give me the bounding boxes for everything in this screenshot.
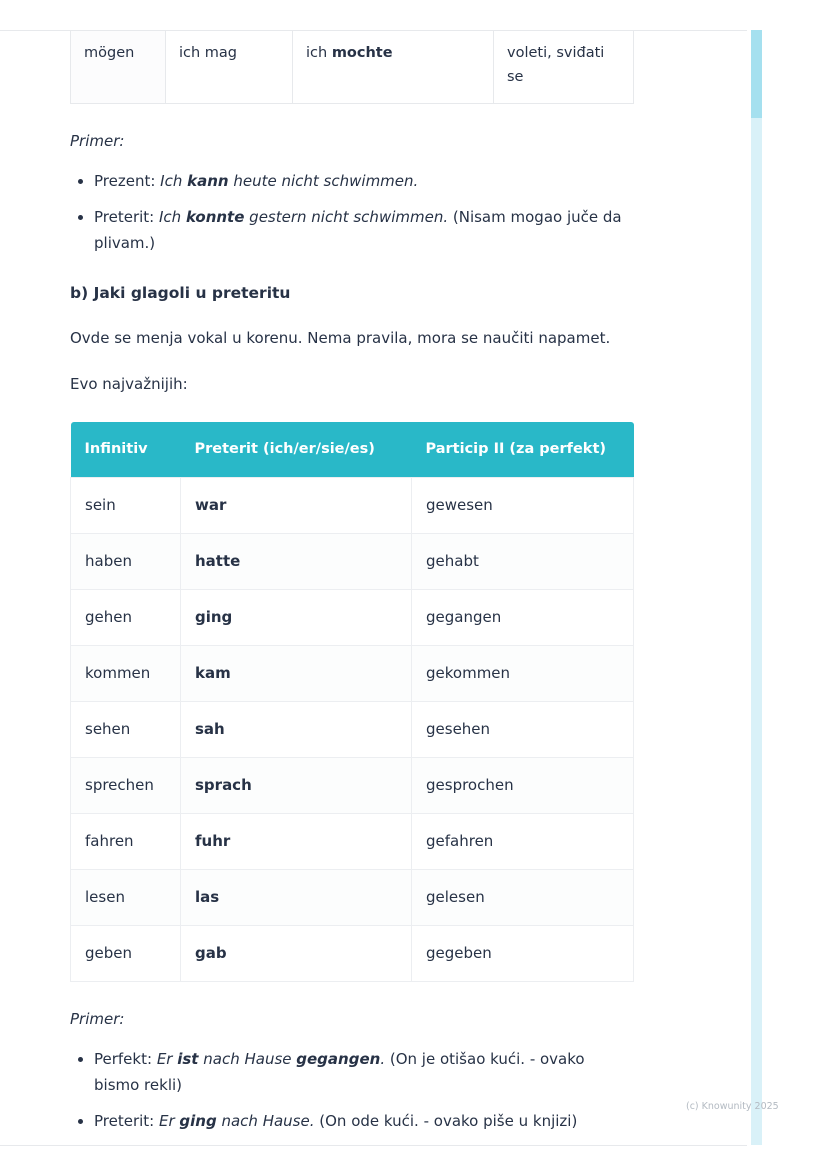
table-cell: gekommen (412, 646, 634, 702)
table-cell: gehen (71, 590, 181, 646)
table-row (71, 478, 634, 534)
text-segment: gegangen (296, 1050, 381, 1068)
text-segment: mochte (331, 45, 393, 61)
table-cell: gefahren (412, 814, 634, 870)
list-item (94, 204, 633, 256)
text-segment: ich mag (179, 45, 238, 61)
table-row (71, 702, 634, 758)
table-row (71, 590, 634, 646)
table-cell: gesehen (412, 702, 634, 758)
text-segment: ich (306, 45, 332, 61)
table-cell: sehen (71, 702, 181, 758)
table-row (71, 534, 634, 590)
text-segment: konnte (185, 208, 245, 226)
table-cell: geben (71, 926, 181, 982)
text-segment: Er (159, 1112, 180, 1130)
scrollbar-thumb[interactable] (751, 30, 762, 118)
text-segment: nach Hause. (216, 1112, 315, 1130)
table-row (71, 646, 634, 702)
table-cell: fahren (71, 814, 181, 870)
text-segment: voleti, sviđati se (507, 45, 605, 85)
paragraph: Evo najvažnijih: (70, 375, 188, 393)
text-segment: nach Hause (198, 1050, 297, 1068)
table-cell: gegangen (412, 590, 634, 646)
text-segment: ist (177, 1050, 199, 1068)
text-segment: (Nisam mogao juče da plivam.) (94, 208, 622, 252)
text-segment: Ich (160, 172, 188, 190)
table-cell: gelesen (412, 870, 634, 926)
table-cell: gegeben (412, 926, 634, 982)
primer-label: Primer: (70, 1010, 125, 1028)
table-row (71, 814, 634, 870)
text-segment: (On ode kući. - ovako piše u knjizi) (314, 1112, 578, 1130)
table-cell (166, 31, 293, 104)
scrollbar-track[interactable] (751, 30, 762, 1145)
text-segment: Preterit: (94, 208, 159, 226)
list-item (94, 1108, 633, 1134)
text-segment: Perfekt: (94, 1050, 157, 1068)
table-row (71, 758, 634, 814)
table-row (71, 926, 634, 982)
list-item (94, 168, 633, 194)
modal-verbs-table-fragment (70, 31, 634, 104)
paragraph: Ovde se menja vokal u korenu. Nema pravila, mora se naučiti napamet. (70, 329, 611, 347)
example-list (70, 168, 633, 256)
list-item (94, 1046, 633, 1098)
text-segment: (On je otišao kući. - ovako bismo rekli) (94, 1050, 585, 1094)
table-row (71, 870, 634, 926)
text-segment: mögen (84, 45, 135, 61)
table-cell: war (181, 478, 412, 534)
column-header-infinitiv: Infinitiv (71, 422, 181, 478)
table-cell (293, 31, 494, 104)
section-heading: b) Jaki glagoli u preteritu (70, 284, 291, 302)
table-cell: gesprochen (412, 758, 634, 814)
table-cell: fuhr (181, 814, 412, 870)
verb-table-body (71, 478, 634, 982)
page-bottom-border (0, 1145, 747, 1146)
text-segment: Preterit: (94, 1112, 159, 1130)
table-cell: gewesen (412, 478, 634, 534)
table-cell: hatte (181, 534, 412, 590)
text-segment: kann (187, 172, 229, 190)
column-header-preterit: Preterit (ich/er/sie/es) (181, 422, 412, 478)
text-segment: Er (156, 1050, 178, 1068)
primer-label: Primer: (70, 132, 125, 150)
table-header (71, 422, 634, 478)
text-segment: heute nicht schwimmen. (228, 172, 419, 190)
table-cell: kam (181, 646, 412, 702)
table-cell: sah (181, 702, 412, 758)
table-header-row (71, 422, 634, 478)
table-row (71, 31, 634, 104)
text-segment: Ich (159, 208, 186, 226)
table-cell (494, 31, 634, 104)
column-header-particip: Particip II (za perfekt) (412, 422, 634, 478)
text-segment: ging (179, 1112, 217, 1130)
table-cell: lesen (71, 870, 181, 926)
text-segment: . (380, 1050, 386, 1068)
page-content (70, 31, 633, 1144)
table-cell: gehabt (412, 534, 634, 590)
table-cell: las (181, 870, 412, 926)
table-cell: sein (71, 478, 181, 534)
table-cell: gab (181, 926, 412, 982)
text-segment: gestern nicht schwimmen. (244, 208, 449, 226)
table-cell: sprach (181, 758, 412, 814)
example-list (70, 1046, 633, 1134)
table-cell: ging (181, 590, 412, 646)
table-cell: haben (71, 534, 181, 590)
table-cell: sprechen (71, 758, 181, 814)
text-segment: Prezent: (94, 172, 161, 190)
strong-verbs-table (70, 422, 634, 982)
table-cell (71, 31, 166, 104)
table-cell: kommen (71, 646, 181, 702)
copyright-watermark: (c) Knowunity 2025 (686, 1101, 779, 1112)
